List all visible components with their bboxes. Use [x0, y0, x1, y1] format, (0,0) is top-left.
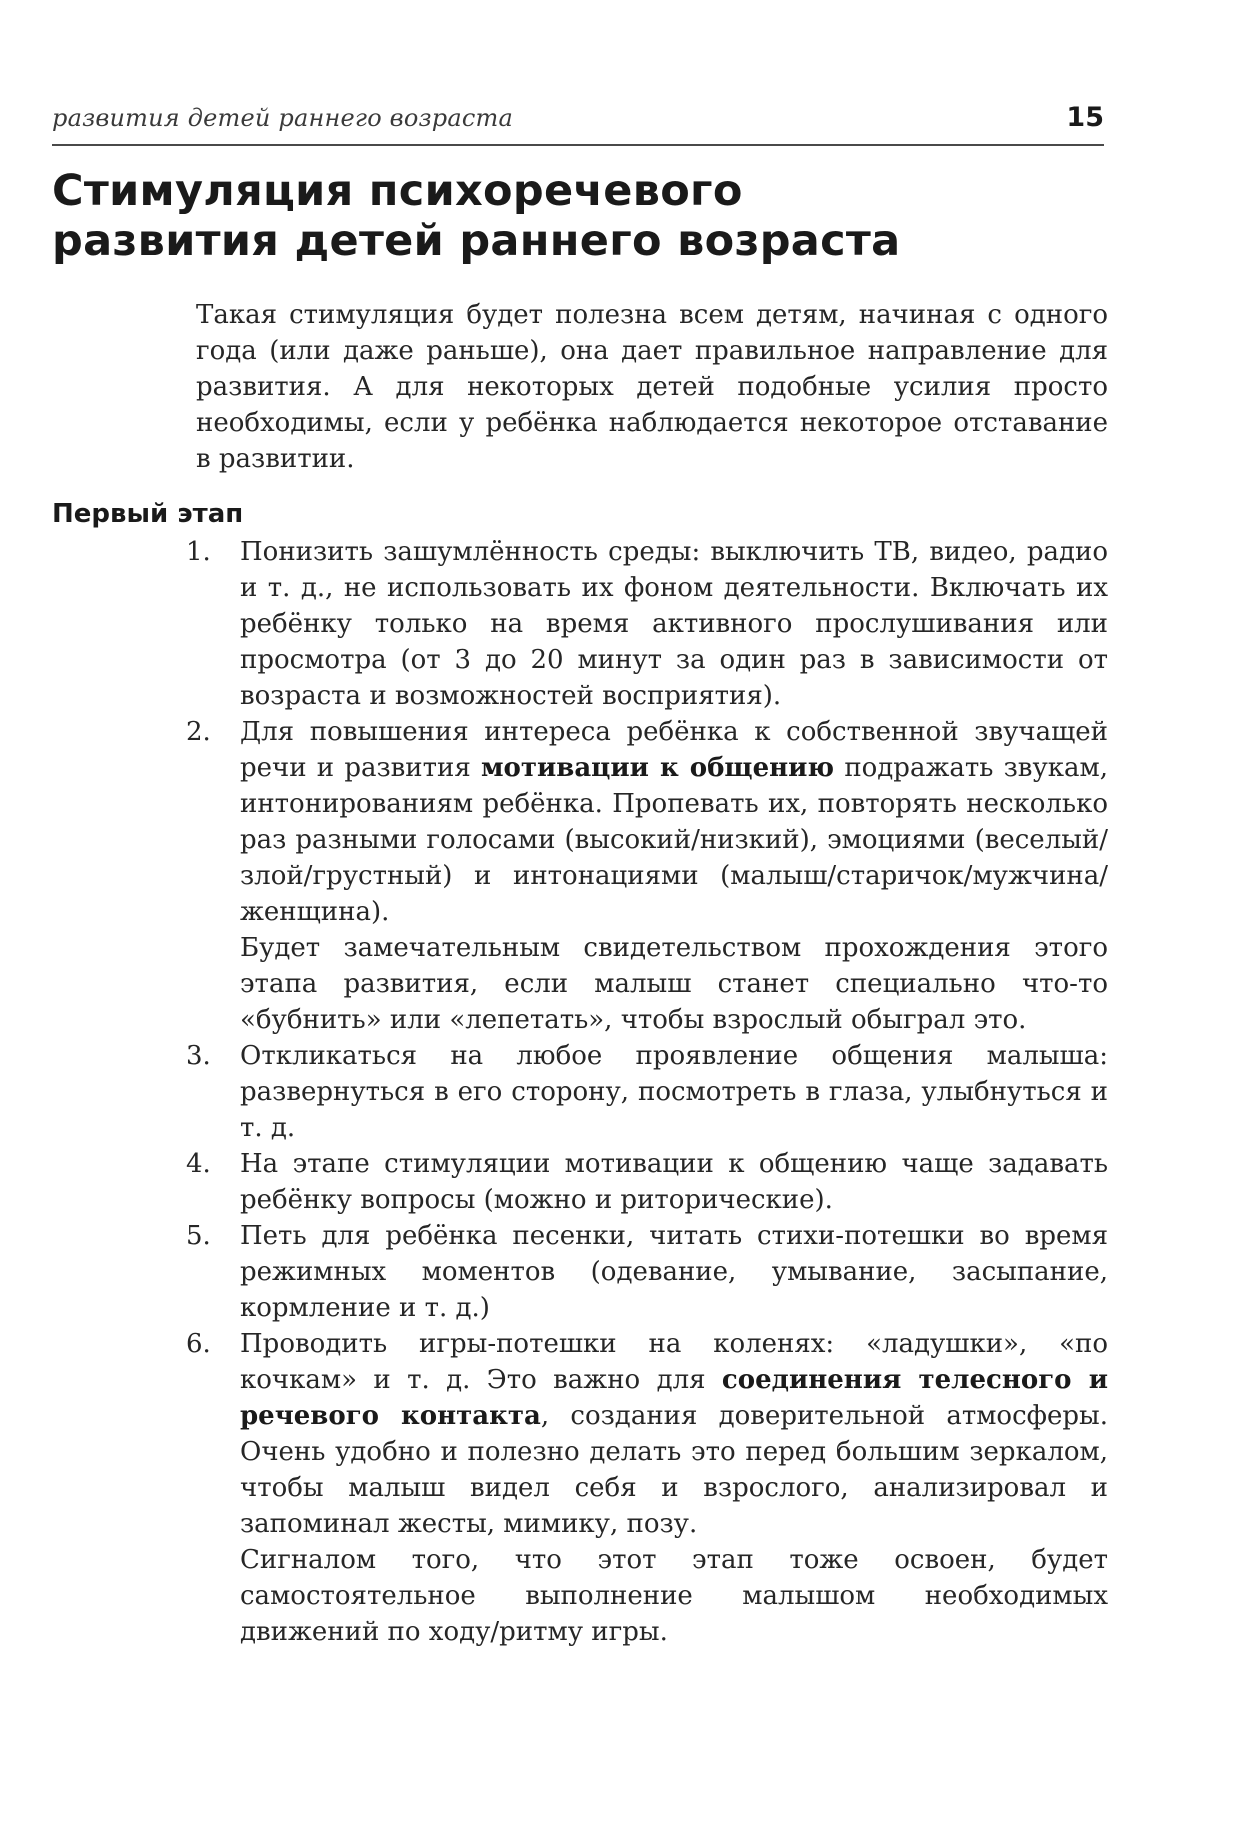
chapter-title [52, 166, 1132, 266]
step-text-part: , создания доверительной атмосферы. Очень удобно и полезно делать это перед большим зеркалом, чтобы малыш видел себя и взрослого, анализировал и запоминал жесты, мимику, позу. [240, 1401, 1108, 1539]
step-text: Понизить зашумлённость среды: выключить ТВ, видео, радио и т. д., не использовать их фоном деятельности. Включать их ребёнку только на время активного прослушивания или просмотра (от 3 до 20 минут за один раз в зависимости от возраста и возможностей восприятия). [240, 537, 1108, 711]
step-item-2 [0, 714, 1108, 1038]
step-item-5 [0, 1218, 1108, 1326]
step-text-part: подражать звукам, интонированиям ребёнка. Пропевать их, повторять несколько раз разными голосами (высокий/низкий), эмоциями (веселый/злой/грустный) и интонациями (малыш/старичок/мужчина/женщина). [240, 753, 1108, 927]
step-item-1 [0, 534, 1108, 714]
intro-paragraph: Такая стимуляция будет полезна всем детям, начиная с одного года (или даже раньше), она дает правильное направление для развития. А для некоторых детей подобные усилия просто необходимы, если у ребёнка наблюдается некоторое отставание в развитии. [196, 300, 1108, 474]
step-item-3 [0, 1038, 1108, 1146]
page-number: 15 [1066, 102, 1104, 133]
step-text: На этапе стимуляции мотивации к общению чаще задавать ребёнку вопросы (можно и риторические). [240, 1149, 1108, 1215]
step-note: Сигналом того, что этот этап тоже освоен, будет самостоятельное выполнение малышом необходимых движений по ходу/ритму игры. [240, 1545, 1108, 1647]
step-number: 2. [186, 717, 211, 747]
step-number: 4. [186, 1149, 211, 1179]
step-emphasis: мотивации к общению [480, 753, 835, 783]
step-text: Петь для ребёнка песенки, читать стихи-потешки во время режимных моментов (одевание, умывание, засыпание, кормление и т. д.) [240, 1221, 1108, 1323]
chapter-title-line-2: развития детей раннего возраста [52, 216, 901, 266]
step-number: 3. [186, 1041, 211, 1071]
section-heading: Первый этап [52, 499, 244, 529]
step-text: Откликаться на любое проявление общения малыша: развернуться в его сторону, посмотреть в глаза, улыбнуться и т. д. [240, 1041, 1108, 1143]
step-text [240, 1326, 1108, 1542]
step-number: 6. [186, 1329, 211, 1359]
step-number: 5. [186, 1221, 211, 1251]
step-note: Будет замечательным свидетельством прохождения этого этапа развития, если малыш станет специально что-то «бубнить» или «лепетать», чтобы взрослый обыграл это. [240, 933, 1108, 1035]
step-text-part: Проводить игры-потешки на коленях: «ладушки», «по кочкам» и т. д. Это важно для [240, 1329, 1108, 1395]
running-header [52, 98, 1104, 146]
step-item-6 [0, 1326, 1108, 1650]
steps-list [0, 534, 1236, 1650]
step-text-part: Для повышения интереса ребёнка к собственной звучащей речи и развития [240, 717, 1108, 783]
step-emphasis: соединения телесного и речевого контакта [240, 1365, 1108, 1431]
step-text [240, 714, 1108, 930]
step-item-4 [0, 1146, 1108, 1218]
running-title: развития детей раннего возраста [52, 104, 513, 132]
step-number: 1. [186, 537, 211, 567]
chapter-title-line-1: Стимуляция психоречевого [52, 166, 743, 216]
